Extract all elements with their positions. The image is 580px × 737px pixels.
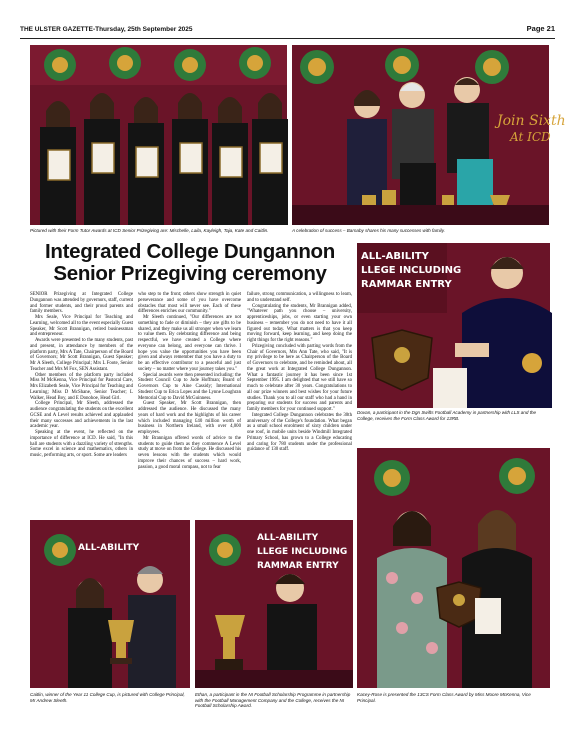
photo-dovan-form-award bbox=[357, 243, 550, 408]
banner-all-ability: ALL-ABILITY bbox=[361, 251, 429, 262]
caption-photo5: Ethan, a participant in the NI Football Scholarship Programme in partnership with the Football Management Company and the College, receives the NI Football Scholarship Award. bbox=[195, 692, 351, 709]
photo-ethan-scholarship bbox=[195, 520, 353, 688]
article-column-1 bbox=[30, 292, 133, 459]
banner-all-ability-2: ALL-ABILITY bbox=[78, 543, 140, 553]
paragraph: Awards were presented to the many students, past and present, in attendance by members of the platform party, Mrs A Tate, Chairperson of the Board of Governors; Mr Scott Brannigan, Guest Speaker; Mr A Sleeth, College Principal; Mrs L Foote, Senior Teacher and Mrs M Fox, SEN Assistant. bbox=[30, 338, 133, 372]
banner-grammar-entry-3: RAMMAR ENTRY bbox=[257, 561, 339, 571]
banner-college-including-3: LLEGE INCLUDING bbox=[257, 547, 348, 557]
photo-form-tutor-awards bbox=[30, 45, 287, 225]
paragraph: Mr Sleeth continued, "Our differences are not something to fade or diminish – they are gifts to be shared, and they make us all stronger when we learn to value them. By celebrating difference and being respectful, we have created a College where everyone can belong, and everyone can thrive. I hope you value the opportunities you have been given and always remember that you have a duty to be an effective contributor to a peaceful and just society – no matter where your journey takes you." bbox=[138, 315, 241, 372]
caption-photo6: Kacey-Rose is presented the 13CS Form Class Award by Miss Moore McKenna, Vice Principal. bbox=[357, 692, 531, 703]
article-column-2 bbox=[138, 292, 241, 470]
caption-photo2: A celebration of success – Barnaby shares his many successes with family. bbox=[292, 228, 445, 233]
photo-caitlin-college-cup bbox=[30, 520, 190, 688]
paragraph: Speaking at the event, he reflected on the importance of difference at ICD. He said, "In this hall are students with a dazzling variety of strengths. Some excel in science and mathematics, others in music, performing arts, or sport. Some are leaders bbox=[30, 430, 133, 458]
paragraph: SENIOR Prizegiving at Integrated College Dungannon was attended by governors, staff, current and former students, and their proud parents and family members. bbox=[30, 292, 133, 315]
caption-photo3: Dovan, a participant in the Dgn Swifts Football Academy in partnership with LLS and the College, receives the Form Class Award for 13RB. bbox=[357, 410, 537, 421]
paragraph: Guest Speaker, Mr Scott Brannigan, then addressed the audience. He discussed the many years of hard work and the highlights of his career which included managing £40 million worth of business in Northern Ireland, with over 4,000 employees. bbox=[138, 401, 241, 435]
banner-all-ability-3: ALL-ABILITY bbox=[257, 533, 319, 543]
paragraph: Integrated College Dungannon celebrates the 30th anniversary of the College's foundation. What began as a small school enrolment of sixty children under one roof, in mobile units beside Windmill Integrated Primary School, has grown to a College educating and caring for 780 students under the professional guidance of 130 staff. bbox=[247, 412, 352, 453]
page-header bbox=[20, 24, 555, 36]
paragraph: Prizegiving concluded with parting words from the Chair of Governors, Mrs Ann Tate, who said, "It is my privilege to be here as Chairperson of the Board of Governors to celebrate, and be reminded about, all the great work at Integrated College Dungannon. What a fantastic journey it has been since 1st September 1995. I am delighted that we still have so much to celebrate after 30 years. Congratulations to all our prize winners and best wishes for your future studies. Thank you to all our staff who had a hand in preparing our students for success and parents and family members for your continued support." bbox=[247, 343, 352, 412]
article-column-3 bbox=[247, 292, 352, 453]
paragraph: Other members of the platform party included Miss M McKenna, Vice Principal for Pastoral Care, Mrs Elizabeth Seale, Vice Principal for Teaching and Learning; Miss D McShane, Senior Teacher; L Walker, Head Boy, and E Donohoe, Head Girl. bbox=[30, 372, 133, 401]
banner-college-including: LLEGE INCLUDING bbox=[361, 265, 462, 276]
paragraph: Mr Brannigan offered words of advice to the students to guide them as they commence A Level study at move on from the College. He discussed his seven lessons with the students which would improve their chances of success – hard work, passion, a good moral compass, not to fear bbox=[138, 435, 241, 470]
caption-photo4: Caitlin, winner of the Year 11 College Cup, is pictured with College Principal, Mr Andrew Sleeth. bbox=[30, 692, 185, 703]
header-rule bbox=[20, 38, 555, 39]
page-number: Page 21 bbox=[526, 24, 555, 33]
caption-photo1: Pictured with their Form Tutor Awards at ICD Senior Prizegiving are: Mischelle, Laila, Kayleigh, Taja, Kate and Caitlin. bbox=[30, 228, 269, 233]
article-headline: Integrated College Dungannon Senior Prizegiving ceremony bbox=[45, 240, 335, 285]
paragraph: College Principal, Mr Sleeth, addressed the audience congratulating the students on the excellent GCSE and A Level results achieved and applauded their many successes and achievements in the last academic year. bbox=[30, 401, 133, 430]
banner-grammar-entry: RAMMAR ENTRY bbox=[361, 279, 452, 290]
banner-join-sixth: Join Sixth bbox=[497, 113, 566, 129]
banner-at-icd: At ICD bbox=[510, 130, 551, 144]
photo-family-celebration bbox=[292, 45, 566, 225]
paragraph: Mrs Seale, Vice Principal for Teaching and Learning, welcomed all to the event especially Guest Speaker, Mr Scott Brannigan, retired businessman and entrepreneur. bbox=[30, 315, 133, 338]
paragraph: Congratulating the students, Mr Brannigan added, "Whatever path you choose – university, apprenticeships, jobs, or even starting your own business – remember you do not need to have it all figured out today. What matters is that you keep moving forward, keep learning, and keep doing the right things for the right reasons." bbox=[247, 303, 352, 343]
paragraph: Special awards were then presented including: the Student Council Cup to Jude Hoffman; Board of Governors Cup to Aine Cassidy; International Student Cup to Erica Lopes and the Lynne Loughran Memorial Cup to David McGuinness. bbox=[138, 372, 241, 401]
publication-line: THE ULSTER GAZETTE-Thursday, 25th September 2025 bbox=[20, 26, 193, 33]
paragraph: who step to the front; others show strength in quiet perseverance and some of you have overcome obstacles that most will never see. Each of these differences enriches our community." bbox=[138, 292, 241, 315]
paragraph: failure, strong communication, a willingness to learn, and to understand self. bbox=[247, 292, 352, 303]
photo-kacey-rose-award bbox=[357, 448, 550, 688]
